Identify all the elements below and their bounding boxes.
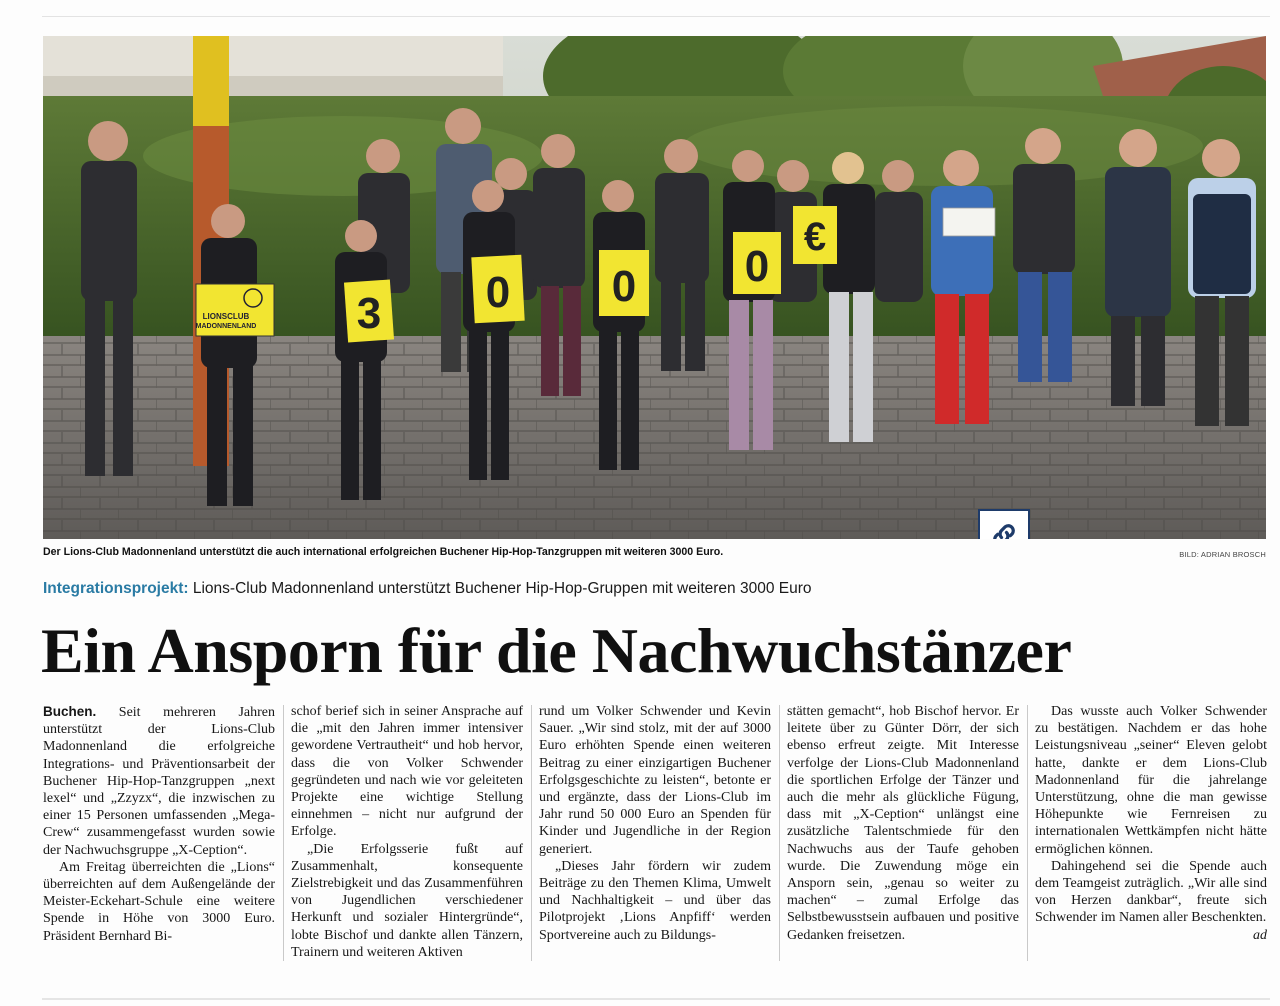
column-divider: [283, 705, 284, 961]
paragraph: stätten gemacht“, hob Bischof hervor. Er leitete über zu Günter Dörr, der sich ebenso erfreut zeigte. Mit Interesse verfolge der Lions-Club Madonnenland die sportlichen Erfolge der Tänzer und auch die mehr als glückliche Fügung, dass mit „X-Ception“ unlängst eine zusätzliche Talentschmiede für den Nachwuchs aus der Taufe gehoben wurde. Die Zuwendung möge ein Ansporn sein, „genau so weiter zu machen“ – zumal Erfolge das Selbstbewusstsein aufbauen und positive Gedanken freisetzen.: [787, 704, 1019, 943]
sign-euro: €: [803, 215, 827, 259]
banner-line2: MADONNENLAND: [195, 323, 257, 330]
link-icon: [989, 520, 1019, 539]
article-column-4: [787, 703, 1019, 973]
article-body: [43, 703, 1268, 973]
sign-digit-4: 0: [744, 242, 770, 291]
paragraph-text: Seit mehreren Jahren unterstützt der Lions-Club Madonnenland die erfolgreiche Integrations- und Präventionsarbeit der Buchener Hip-Hop-Tanzgruppen „next lexel“ und „Zzyzx“, die inzwischen zu einer 15 Personen umfassenden „Mega-Crew“ zusammengefasst wurden sowie der Nachwuchsgruppe „X-Ception“.: [43, 705, 275, 858]
article-column-1: [43, 703, 275, 973]
column-divider: [531, 705, 532, 961]
column-divider: [779, 705, 780, 961]
cheque: [943, 208, 995, 236]
column-divider: [1027, 705, 1028, 961]
paragraph: rund um Volker Schwender und Kevin Sauer. „Wir sind stolz, mit der auf 3000 Euro erhöhten Spende einen weiteren Beitrag zu einer einzigartigen Buchener Erfolgsgeschichte zu leisten“, betonte er und ergänzte, dass der Lions-Club im Jahr rund 50 000 Euro an Spenden für Kinder und Jugendliche in der Region generiert.: [539, 704, 771, 857]
link-button[interactable]: [978, 509, 1030, 539]
paragraph: Das wusste auch Volker Schwender zu bestätigen. Nachdem er das hohe Leistungsniveau „seiner“ Eleven gelobt hatte, dankte er dem Lions-Club Madonnenland für die jahrelange Unterstützung, ohne die man gewisse Höhepunkte wie Fernreisen zu internationalen Wettkämpfen nicht hätte ermöglichen können.: [1035, 704, 1267, 857]
article-column-5: [1035, 703, 1267, 973]
kicker-text: Lions-Club Madonnenland unterstützt Buchener Hip-Hop-Gruppen mit weiteren 3000 Euro: [188, 580, 812, 597]
author-signature: ad: [1253, 927, 1267, 943]
page-top-rule: [42, 16, 1270, 17]
photo-caption: Der Lions-Club Madonnenland unterstützt die auch international erfolgreichen Buchener Hip-Hop-Tanzgruppen mit weiteren 3000 Euro.: [43, 546, 724, 558]
paragraph: „Die Erfolgsserie fußt auf Zusammenhalt, konsequente Zielstrebigkeit und das Zusammenführen von Jugendlichen verschiedener Herkunft und sozialer Hintergründe“, lobte Bischof und dankte allen Tänzern, Trainern und weiteren Aktiven: [291, 841, 523, 960]
sign-digit-1: 3: [356, 289, 382, 338]
kicker-keyword: Integrationsprojekt:: [43, 580, 189, 597]
paragraph: [1035, 858, 1267, 943]
article-headline: Ein Ansporn für die Nachwuchstänzer: [41, 615, 1072, 686]
sign-digit-3: 0: [611, 262, 637, 311]
paragraph: [43, 703, 275, 859]
group-photo-illustration: [43, 36, 1266, 539]
article-kicker: [43, 580, 1263, 598]
paragraph: schof berief sich in seiner Ansprache auf die „mit den Jahren immer intensiver gewordene Vertrautheit“ und hob hervor, dass die von Volker Schwender gegründeten und nach wie vor geleiteten Projekte eine wichtige Stellung einnehmen – nicht nur aufgrund der Erfolge.: [291, 704, 523, 840]
page-bottom-rule: [42, 998, 1270, 1000]
article-photo: [43, 36, 1266, 539]
photo-credit: BILD: ADRIAN BROSCH: [1179, 550, 1266, 559]
sign-digit-2: 0: [485, 268, 511, 317]
banner-line1: LIONSCLUB: [202, 312, 250, 321]
article-column-3: [539, 703, 771, 973]
paragraph-text: Dahingehend sei die Spende auch dem Teamgeist zuträglich. „Wir alle sind von Herzen dankbar“, freute sich Schwender im Namen aller Beschenkten.: [1035, 858, 1267, 926]
paragraph: „Dieses Jahr fördern wir zudem Beiträge zu den Themen Klima, Umwelt und Nachhaltigkeit – und über das Pilotprojekt ‚Lions Anpfiff‘ werden Sportvereine auch zu Bildungs-: [539, 858, 771, 943]
article-column-2: [291, 703, 523, 973]
dateline: Buchen.: [43, 704, 97, 719]
paragraph: Am Freitag überreichten die „Lions“ überreichten auf dem Außengelände der Meister-Eckehart-Schule eine weitere Spende in Höhe von 3000 Euro. Präsident Bernhard Bi-: [43, 859, 275, 944]
